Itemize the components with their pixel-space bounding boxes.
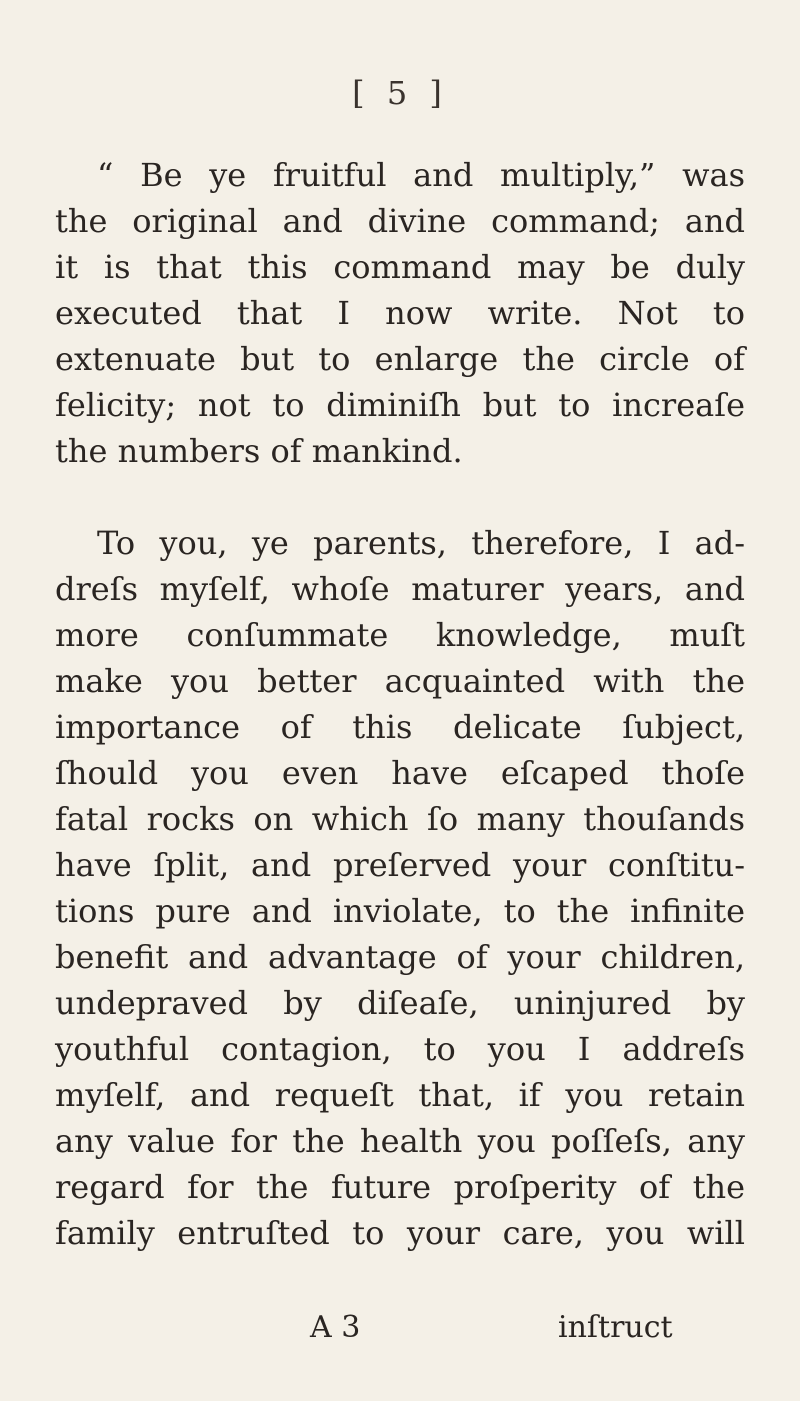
text-line: family entruſted to your care, you will <box>55 1214 745 1252</box>
text-line: “ Be ye fruitful and multiply,” was <box>97 156 745 194</box>
page-number: [ 5 ] <box>352 74 448 112</box>
text-line: the numbers of mankind. <box>55 432 463 470</box>
text-line: importance of this delicate ſubject, <box>55 708 745 746</box>
text-line: the original and divine command; and <box>55 202 745 240</box>
text-line: undepraved by diſeaſe, uninjured by <box>55 984 745 1022</box>
paragraph-2 <box>55 520 745 1256</box>
text-line: benefit and advantage of your children, <box>55 938 745 976</box>
text-line: make you better acquainted with the <box>55 662 745 700</box>
text-line: any value for the health you poſſeſs, any <box>55 1122 745 1160</box>
text-line: have ſplit, and preſerved your conſtitu- <box>55 846 745 884</box>
text-line: youthful contagion, to you I addreſs <box>55 1030 745 1068</box>
text-line: ſhould you even have eſcaped thoſe <box>55 754 745 792</box>
page-footer <box>0 1310 800 1350</box>
text-line: fatal rocks on which ſo many thouſands <box>55 800 745 838</box>
text-line: executed that I now write. Not to <box>55 294 745 332</box>
text-line: myſelf, and requeſt that, if you retain <box>55 1076 745 1114</box>
text-line: felicity; not to diminiſh but to increaſe <box>55 386 745 424</box>
signature-mark: A 3 <box>310 1310 361 1345</box>
text-line: more conſummate knowledge, muſt <box>55 616 745 654</box>
text-line: dreſs myſelf, whoſe maturer years, and <box>55 570 745 608</box>
text-line: extenuate but to enlarge the circle of <box>55 340 745 378</box>
paragraph-1 <box>55 152 745 474</box>
text-line: regard for the future proſperity of the <box>55 1168 745 1206</box>
text-line: tions pure and inviolate, to the infinite <box>55 892 745 930</box>
text-line: it is that this command may be duly <box>55 248 745 286</box>
catchword: inſtruct <box>558 1310 673 1345</box>
text-line: To you, ye parents, therefore, I ad- <box>97 524 745 562</box>
